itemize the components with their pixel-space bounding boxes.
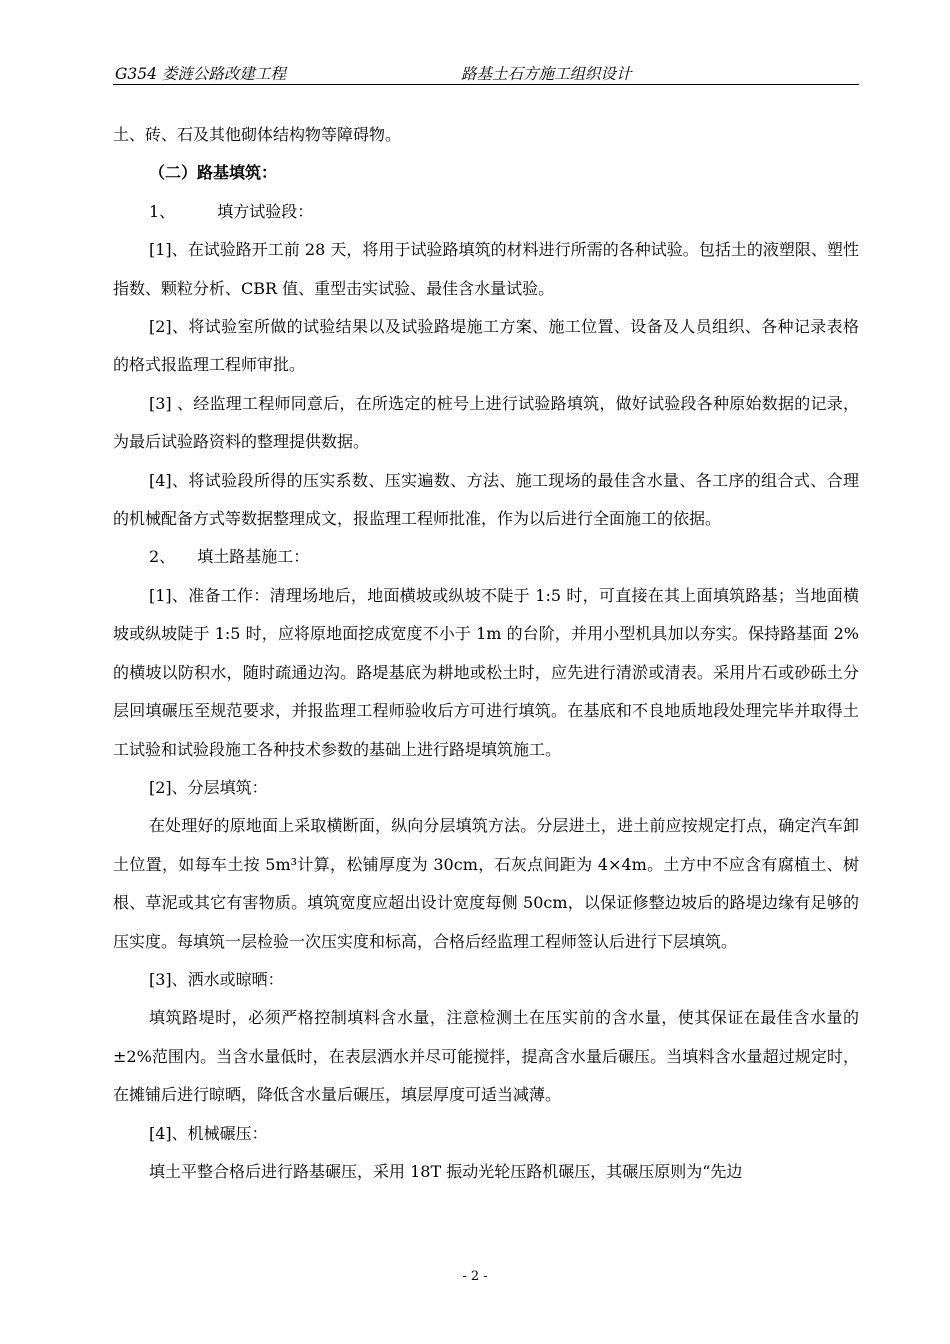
subsection-heading-2 [113, 538, 859, 576]
paragraph: 填土平整合格后进行路基碾压，采用 18T 振动光轮压路机碾压，其碾压原则为“先边 [149, 1161, 743, 1181]
paragraph: [1]、在试验路开工前 28 天，将用于试验路填筑的材料进行所需的各种试验。包括土的液塑限、塑性指数、颗粒分析、CBR 值、重型击实试验、最佳含水量试验。 [113, 240, 859, 298]
item-heading: [2]、分层填筑： [149, 777, 268, 797]
page-header [113, 60, 859, 85]
subsection-title: 填方试验段： [217, 201, 314, 221]
subsection-heading-1 [113, 193, 859, 231]
subsection-number: 2、 [149, 547, 176, 567]
paragraph: [1]、准备工作：清理场地后，地面横坡或纵坡不陡于 1:5 时，可直接在其上面填筑路基；当地面横坡或纵坡陡于 1:5 时，应将原地面挖成宽度不小于 1m 的台阶，并用小型机具加以夯实。保持路基面 2%的横坡以防积水，随时疏通边沟。路堤基底为耕地或松土时，应先进行清淤或清表。采用片石或砂砾土分层回填碾压至规范要求，并报监理工程师验收后方可进行填筑。在基底和不良地质地段处理完毕并取得土工试验和试验段施工各种技术参数的基础上进行路堤填筑施工。 [113, 585, 859, 759]
paragraph: 填筑路堤时，必须严格控制填料含水量，注意检测土在压实前的含水量，使其保证在最佳含水量的±2%范围内。当含水量低时，在表层洒水并尽可能搅拌，提高含水量后碾压。当填料含水量超过规定时，在摊铺后进行晾晒，降低含水量后碾压，填层厚度可适当减薄。 [113, 1008, 859, 1105]
header-document-title: 路基土石方施工组织设计 [461, 65, 632, 83]
paragraph: 在处理好的原地面上采取横断面，纵向分层填筑方法。分层进土，进土前应按规定打点，确定汽车卸土位置，如每车土按 5m³计算，松铺厚度为 30cm，石灰点间距为 4×4m。土方中不应含有腐植土、树根、草泥或其它有害物质。填筑宽度应超出设计宽度每侧 50cm，以保证修整边坡后的路堤边缘有足够的压实度。每填筑一层检验一次压实度和标高，合格后经监理工程师签认后进行下层填筑。 [113, 816, 859, 951]
subsection-title: 填土路基施工： [197, 547, 310, 567]
page-number: - 2 - [462, 1269, 488, 1284]
item-heading: [3]、洒水或晾晒： [149, 969, 284, 989]
subsection-number: 1、 [149, 201, 176, 221]
paragraph: [3] 、经监理工程师同意后，在所选定的桩号上进行试验路填筑，做好试验段各种原始数据的记录，为最后试验路资料的整理提供数据。 [113, 393, 859, 452]
document-body [113, 116, 859, 1191]
section-heading: （二）路基填筑： [149, 163, 278, 183]
header-project-title: G354 娄涟公路改建工程 [115, 65, 286, 83]
paragraph: [4]、将试验段所得的压实系数、压实遍数、方法、施工现场的最佳含水量、各工序的组合式、合理的机械配备方式等数据整理成文，报监理工程师批准，作为以后进行全面施工的依据。 [113, 470, 859, 529]
paragraph: 土、砖、石及其他砌体结构物等障碍物。 [113, 125, 402, 144]
paragraph: [2]、将试验室所做的试验结果以及试验路堤施工方案、施工位置、设备及人员组织、各种记录表格的格式报监理工程师审批。 [113, 317, 859, 375]
item-heading: [4]、机械碾压： [149, 1123, 268, 1143]
